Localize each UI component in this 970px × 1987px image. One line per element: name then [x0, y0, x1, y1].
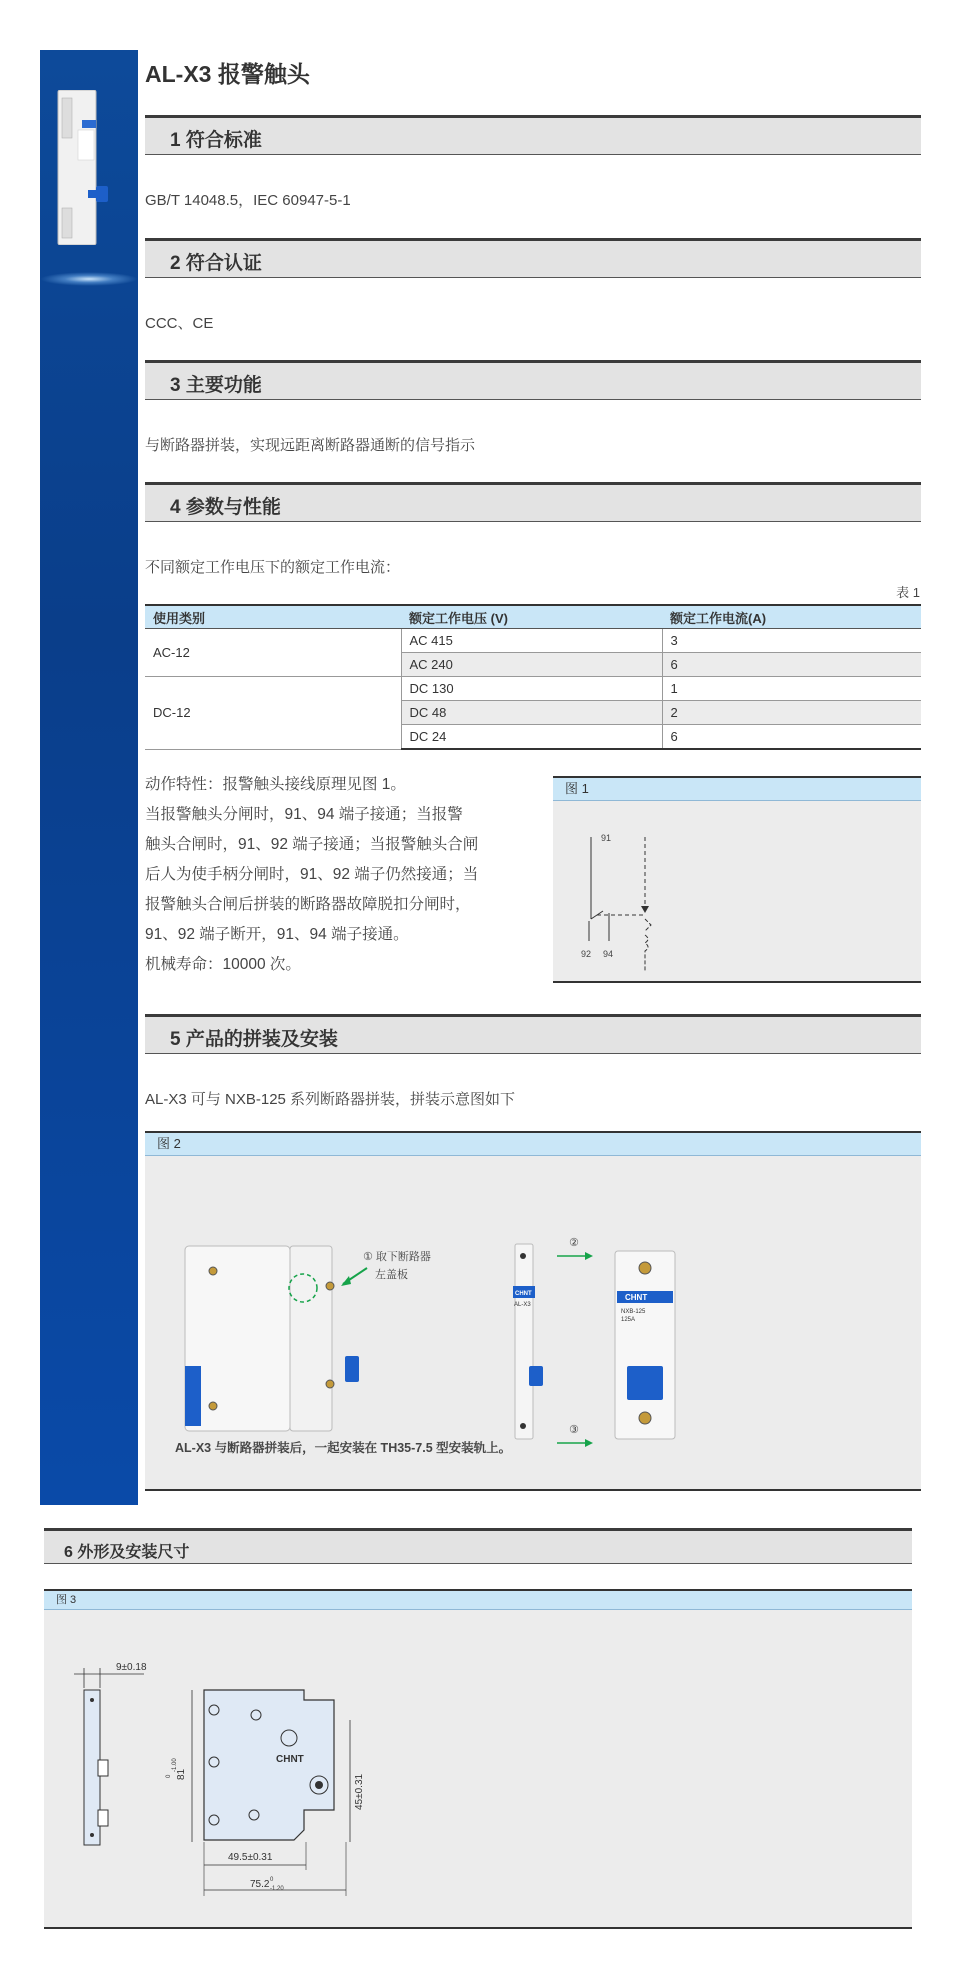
dim-height-tol-top: 0	[166, 1774, 172, 1778]
dim-height: 81	[176, 1768, 187, 1780]
table-cell: DC 130	[401, 677, 662, 701]
action-line: 91、92 端子断开，91、94 端子接通。	[145, 926, 409, 943]
dim-half-height: 45±0.31	[354, 1773, 365, 1810]
action-characteristics	[145, 770, 520, 980]
table-header: 额定工作电流(A)	[662, 605, 921, 629]
section-header-dimensions	[44, 1528, 912, 1564]
terminal-94-label: 94	[603, 949, 614, 959]
terminal-92-label: 92	[581, 949, 592, 959]
section-label: 4 参数与性能	[170, 497, 281, 518]
table-cell: DC 24	[401, 725, 662, 750]
certification-text: CCC、CE	[145, 315, 214, 332]
dim-total: 75.2	[250, 1879, 270, 1890]
breaker-brand: CHNT	[625, 1293, 648, 1302]
section-label: 6 外形及安装尺寸	[64, 1544, 190, 1561]
table-cell-category: AC-12	[145, 629, 401, 677]
action-line: 触头合闸时，91、92 端子接通；当报警触头合闸	[145, 836, 479, 853]
table-cell: 2	[662, 701, 921, 725]
table-cell: 6	[662, 725, 921, 750]
dim-total-tol-bottom: -1.20	[270, 1886, 284, 1892]
dim-side-width: 9±0.18	[116, 1662, 147, 1673]
wiring-diagram	[553, 801, 921, 981]
dimension-drawing	[44, 1610, 912, 1928]
section-header-certification	[145, 238, 921, 278]
section-header-parameters	[145, 482, 921, 522]
parameters-intro: 不同额定工作电压下的额定工作电流：	[145, 559, 401, 576]
dim-height-tol-bottom: -1.00	[172, 1758, 178, 1772]
assembly-text: AL-X3 可与 NXB-125 系列断路器拼装，拼装示意图如下	[145, 1091, 516, 1108]
front-brand: CHNT	[276, 1754, 304, 1765]
table-cell: AC 415	[401, 629, 662, 653]
sidebar-glow	[40, 272, 138, 286]
parameters-table	[145, 604, 921, 750]
table-row	[145, 629, 921, 653]
dim-total-tol-top: 0	[270, 1877, 274, 1883]
dim-center: 49.5±0.31	[228, 1852, 273, 1863]
standards-text: GB/T 14048.5，IEC 60947-5-1	[145, 192, 351, 209]
table-header-row	[145, 605, 921, 629]
section-label: 2 符合认证	[170, 253, 262, 274]
figure-caption: 图 3	[44, 1591, 912, 1610]
table-header: 额定工作电压 (V)	[401, 605, 662, 629]
figure-3-dimensions	[44, 1589, 912, 1929]
side-view	[74, 1668, 144, 1845]
figure-2-note: AL-X3 与断路器拼装后，一起安装在 TH35-7.5 型安装轨上。	[175, 1441, 512, 1455]
page-title: AL-X3 报警触头	[145, 61, 310, 87]
action-line: 当报警触头分闸时，91、94 端子接通；当报警	[145, 806, 463, 823]
figure-2-assembly	[145, 1131, 921, 1491]
callout-2: ②	[569, 1237, 579, 1249]
table-cell: 3	[662, 629, 921, 653]
breaker-rating: 125A	[621, 1317, 636, 1323]
callout-1: ① 取下断路器	[363, 1251, 431, 1263]
breaker-model: NXB-125	[621, 1309, 646, 1315]
section-header-function	[145, 360, 921, 400]
table-row	[145, 677, 921, 701]
callout-3: ③	[569, 1424, 579, 1436]
nxb-breaker-illustration	[615, 1251, 675, 1439]
figure-caption: 图 2	[145, 1133, 921, 1156]
product-photo-al-x3	[52, 90, 112, 245]
section-header-standards	[145, 115, 921, 155]
figure-1-wiring	[553, 776, 921, 983]
action-line: 机械寿命：10000 次。	[145, 956, 301, 973]
section-label: 1 符合标准	[170, 130, 262, 151]
terminal-91-label: 91	[601, 833, 612, 843]
section-header-assembly	[145, 1014, 921, 1054]
action-line: 动作特性：报警触头接线原理见图 1。	[145, 776, 406, 793]
section-label: 5 产品的拼装及安装	[170, 1029, 338, 1050]
front-view	[192, 1690, 350, 1896]
module-label: AL-X3	[514, 1302, 531, 1308]
table-cell: 6	[662, 653, 921, 677]
function-text: 与断路器拼装，实现远距离断路器通断的信号指示	[145, 437, 476, 454]
section-label: 3 主要功能	[170, 375, 262, 396]
module-brand: CHNT	[515, 1291, 532, 1297]
figure-caption: 图 1	[553, 778, 921, 801]
table-cell: 1	[662, 677, 921, 701]
callout-1-sub: 左盖板	[375, 1269, 408, 1281]
table-cell: DC 48	[401, 701, 662, 725]
table-header: 使用类别	[145, 605, 401, 629]
action-line: 报警触头合闸后拼装的断路器故障脱扣分闸时，	[145, 896, 471, 913]
breaker-illustration	[185, 1246, 367, 1431]
table-cell-category: DC-12	[145, 677, 401, 750]
al-x3-module-illustration	[513, 1244, 543, 1439]
action-line: 后人为使手柄分闸时，91、92 端子仍然接通；当	[145, 866, 479, 883]
sidebar-band	[40, 50, 138, 1505]
table-caption: 表 1	[896, 585, 920, 600]
table-cell: AC 240	[401, 653, 662, 677]
